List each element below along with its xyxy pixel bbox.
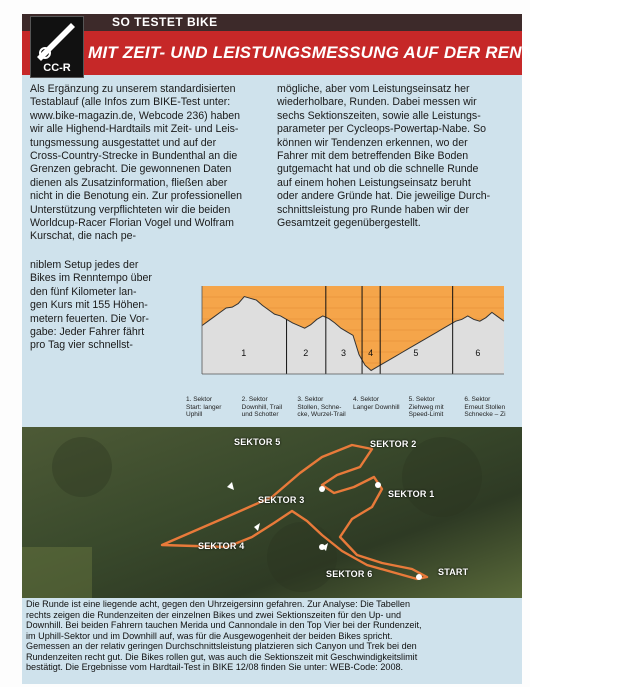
logo-label: CC-R [43, 62, 71, 74]
forest-patch [267, 522, 337, 592]
legend-item [464, 396, 516, 419]
header-supertitle: SO TESTET BIKE [112, 15, 218, 29]
text-line: können wir Tendenzen erkennen, wo der [277, 136, 468, 149]
text-line: Grenzen gebracht. Die gewonnenen Daten [30, 163, 232, 176]
header-topbar [22, 14, 522, 31]
text-line: gutgemacht hat und ob die schnelle Runde [277, 163, 479, 176]
text-line: Bikes im Renntempo über [30, 272, 152, 285]
legend-title: 6. Sektor [464, 396, 491, 403]
text-line: Als Ergänzung zu unserem standardisierten [30, 83, 236, 95]
legend-title: 3. Sektor [297, 396, 324, 403]
legend-desc: Start: langer Uphill [186, 403, 222, 419]
figure-caption [26, 599, 520, 673]
text-line: sechs Sektionszeiten, sowie alle Leistungs- [277, 109, 481, 122]
legend-title: 5. Sektor [408, 396, 435, 403]
sector-label: 2 [303, 348, 309, 358]
legend-title: 4. Sektor [353, 396, 380, 403]
text-line: niblem Setup jedes der [30, 259, 139, 271]
body-column-left [30, 83, 266, 244]
course-map [22, 427, 522, 598]
text-line: Gemessen an der relativ geringen Durchschnittsleistung platzieren sich Canyon und Trek bei den [26, 641, 417, 651]
text-line: gabe: Jeder Fahrer fährt [30, 326, 145, 339]
text-line: www.bike-magazin.de, Webcode 236) haben [30, 109, 241, 122]
legend-item [297, 396, 349, 419]
legend-item [353, 396, 405, 411]
sector-label: 5 [413, 348, 419, 358]
text-line: im Uphill-Sektor und im Downhill auf, was für die Ausgewogenheit der beiden Bikes spricht. [26, 630, 393, 641]
sector-legend [186, 396, 520, 424]
text-line: oder andere Gründe hat. Die jeweilige Durch- [277, 190, 491, 203]
map-label: SEKTOR 1 [388, 489, 435, 499]
start-marker [416, 574, 422, 580]
header-title: MIT ZEIT- UND LEISTUNGSMESSUNG AUF DER RENNSTRECKE [88, 43, 617, 62]
forest-patch [402, 437, 482, 517]
text-line: Downhill. Bei beiden Fahrern tauchen Merida und Cannondale in den Top Vier bei der Rundenzeit, [26, 620, 422, 630]
legend-desc: Ziehweg mit Speed-Limit [408, 403, 444, 419]
legend-item [242, 396, 294, 419]
text-line: wiederholbare, Runden. Dabei messen wir [277, 96, 477, 109]
map-label: SEKTOR 2 [370, 439, 417, 449]
text-line: den fünf Kilometer lan- [30, 285, 137, 298]
map-label: START [438, 567, 469, 577]
text-line: tungsmessung ausgestattet und auf der [30, 136, 217, 149]
legend-title: 2. Sektor [241, 396, 268, 403]
text-line: Unterstützung verpflichteten wir die beiden [30, 203, 231, 216]
legend-desc: Erneut Stollen Schnecke – Zi [464, 403, 506, 419]
direction-arrow [254, 523, 260, 531]
waypoint-marker [319, 486, 325, 492]
sector-label: 3 [340, 348, 346, 358]
forest-patch [52, 437, 112, 497]
text-line: Rundenzeiten recht gut. Die Bikes rollen gut, was auch die Sektionszeit mit Geschwindigkeitslimit [26, 651, 418, 662]
text-line: wir alle Highend-Hardtails mit Zeit- und Leis- [30, 123, 239, 136]
map-label: SEKTOR 3 [258, 495, 305, 505]
waypoint-marker [375, 482, 381, 488]
text-line: dienen als Zusatzinformation, fließen aber [30, 176, 228, 189]
bike-wheel-icon [31, 17, 83, 63]
text-line: schnittsleistung pro Runde haben wir der [277, 203, 469, 216]
text-line: Testablauf (alle Infos zum BIKE-Test unter: [30, 96, 231, 109]
text-line: Worldcup-Racer Florian Vogel und Wolfram [30, 217, 234, 230]
text-line: auf einem hohen Leistungseinsatz beruht [277, 176, 471, 189]
legend-item [186, 396, 238, 419]
text-line: rechts zeigen die Rundenzeiten der einzelnen Bikes und zwei Sektionszeiten für den Up- und [26, 609, 402, 620]
text-line: nicht in die Benotung ein. Zur professionellen [30, 190, 243, 203]
map-label: SEKTOR 5 [234, 437, 281, 447]
legend-item [409, 396, 461, 419]
map-label: SEKTOR 6 [326, 569, 373, 579]
elevation-chart [186, 278, 520, 390]
legend-desc: Downhill, Trail und Schotter [241, 403, 283, 419]
text-line: gen Kurs mit 155 Höhen- [30, 299, 148, 312]
elevation-chart-svg [186, 278, 520, 390]
body-column-right [277, 83, 515, 230]
map-label: SEKTOR 4 [198, 541, 245, 551]
text-line: parameter per Cycleops-Powertap-Nabe. So [277, 123, 487, 136]
text-line: Kurschat, die nach pe- [30, 230, 136, 243]
text-line: metern feuerten. Die Vor- [30, 312, 149, 325]
text-line: pro Tag vier schnellst- [30, 339, 133, 352]
legend-desc: Langer Downhill [353, 403, 400, 411]
cc-r-logo [30, 16, 84, 78]
sector-label: 4 [368, 348, 374, 358]
sector-label: 6 [475, 348, 481, 358]
text-line: mögliche, aber vom Leistungseinsatz her [277, 83, 470, 95]
text-line: Gesamtzeit gegenübergestellt. [277, 217, 421, 230]
text-line: Cross-Country-Strecke in Bundenthal an die [30, 150, 238, 163]
text-line: Fahrer mit dem betreffenden Bike Boden [277, 150, 469, 163]
meadow-patch [22, 547, 92, 598]
sector-label: 1 [241, 348, 247, 358]
legend-desc: Stollen, Schne-cke, Wurzel-Trail [297, 403, 346, 419]
text-line: Die Runde ist eine liegende acht, gegen den Uhrzeigersinn gefahren. Zur Analyse: Die Tabellen [26, 599, 411, 609]
body-column-left-narrow [30, 259, 163, 353]
text-line: bestätigt. Die Ergebnisse vom Hardtail-Test in BIKE 12/08 finden Sie unter: WEB-Code: 2008. [26, 662, 404, 672]
direction-arrow [227, 482, 234, 490]
legend-title: 1. Sektor [186, 396, 213, 403]
